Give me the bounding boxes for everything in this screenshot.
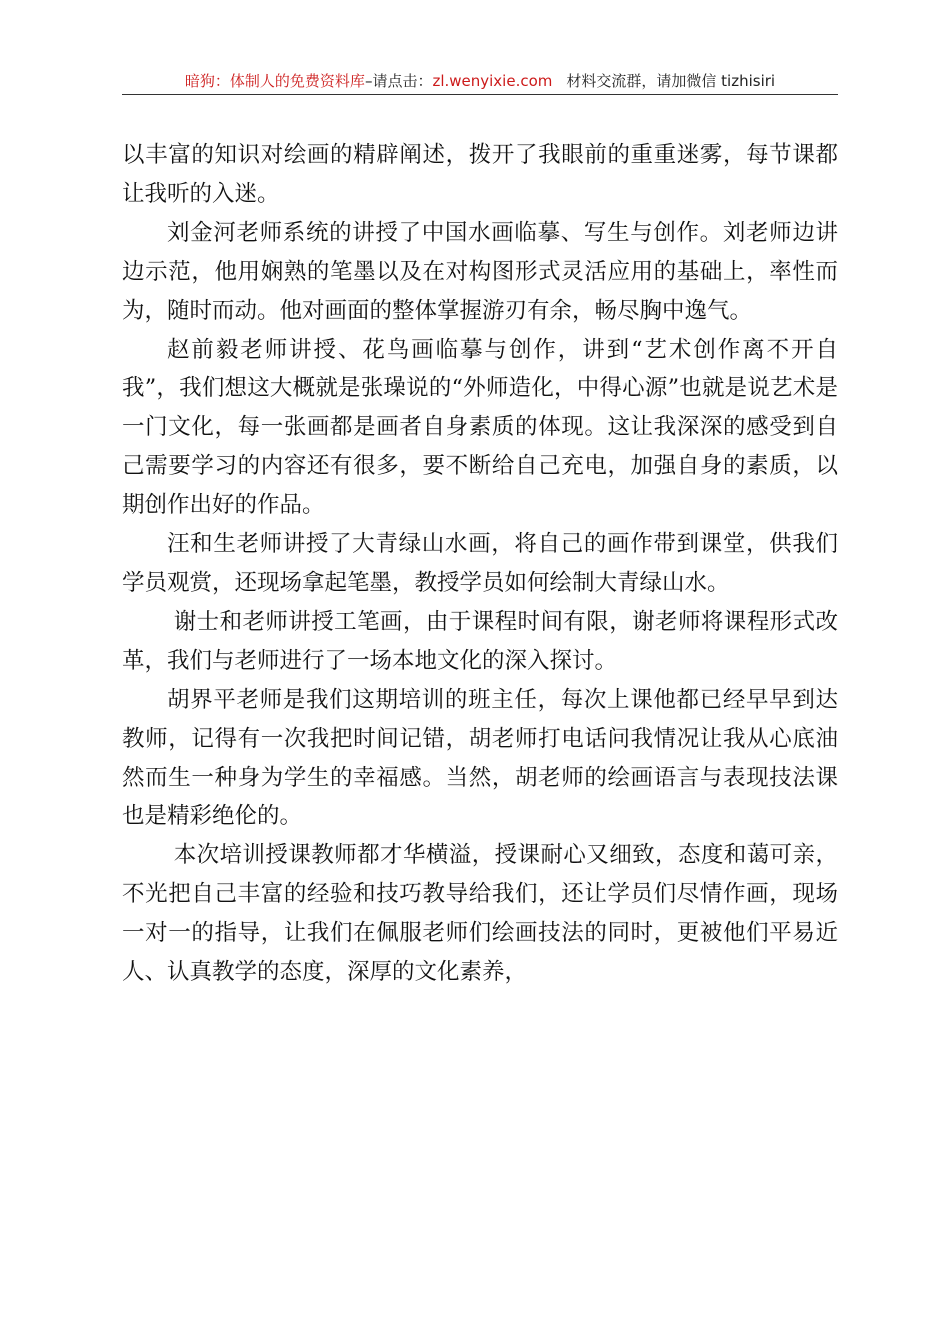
paragraph-xie-shihe: 谢士和老师讲授工笔画，由于课程时间有限，谢老师将课程形式改革，我们与老师进行了一场本地文化的深入探讨。 (122, 608, 838, 674)
paragraph-continuation: 以丰富的知识对绘画的精辟阐述，拨开了我眼前的重重迷雾，每节课都让我听的入迷。 (122, 142, 838, 207)
document-body (122, 136, 838, 992)
paragraph-summary: 本次培训授课教师都才华横溢，授课耐心又细致，态度和蔼可亲，不光把自己丰富的经验和技巧教导给我们，还让学员们尽情作画，现场一对一的指导，让我们在佩服老师们绘画技法的同时，更被他们平易近人、认真教学的态度，深厚的文化素养， (122, 842, 838, 986)
paragraph-wang-hesheng: 汪和生老师讲授了大青绿山水画，将自己的画作带到课堂，供我们学员观赏，还现场拿起笔墨，教授学员如何绘制大青绿山水。 (122, 531, 838, 596)
header-wechat-text: 材料交流群，请加微信 tizhisiri (566, 72, 776, 90)
paragraph-liu-jinhe: 刘金河老师系统的讲授了中国水画临摹、写生与创作。刘老师边讲边示范，他用娴熟的笔墨以及在对构图形式灵活应用的基础上，率性而为，随时而动。他对画面的整体掌握游刃有余，畅尽胸中逸气。 (122, 219, 838, 324)
header-click-prompt: –请点击： (364, 72, 433, 90)
header-url-link[interactable]: zl.wenyixie.com (432, 72, 553, 90)
paragraph-zhao-qianyi: 赵前毅老师讲授、花鸟画临摹与创作，讲到“艺术创作离不开自我”，我们想这大概就是张璪说的“外师造化，中得心源”也就是说艺术是一门文化，每一张画都是画者自身素质的体现。这让我深深的感受到自己需要学习的内容还有很多，要不断给自己充电，加强自身的素质，以期创作出好的作品。 (122, 336, 838, 519)
paragraph-hu-jieping: 胡界平老师是我们这期培训的班主任，每次上课他都已经早早到达教师，记得有一次我把时间记错，胡老师打电话问我情况让我从心底油然而生一种身为学生的幸福感。当然，胡老师的绘画语言与表现技法课也是精彩绝伦的。 (122, 686, 838, 830)
header-brand: 暗狗：体制人的免费资料库 (184, 72, 365, 90)
page-header (122, 68, 838, 95)
